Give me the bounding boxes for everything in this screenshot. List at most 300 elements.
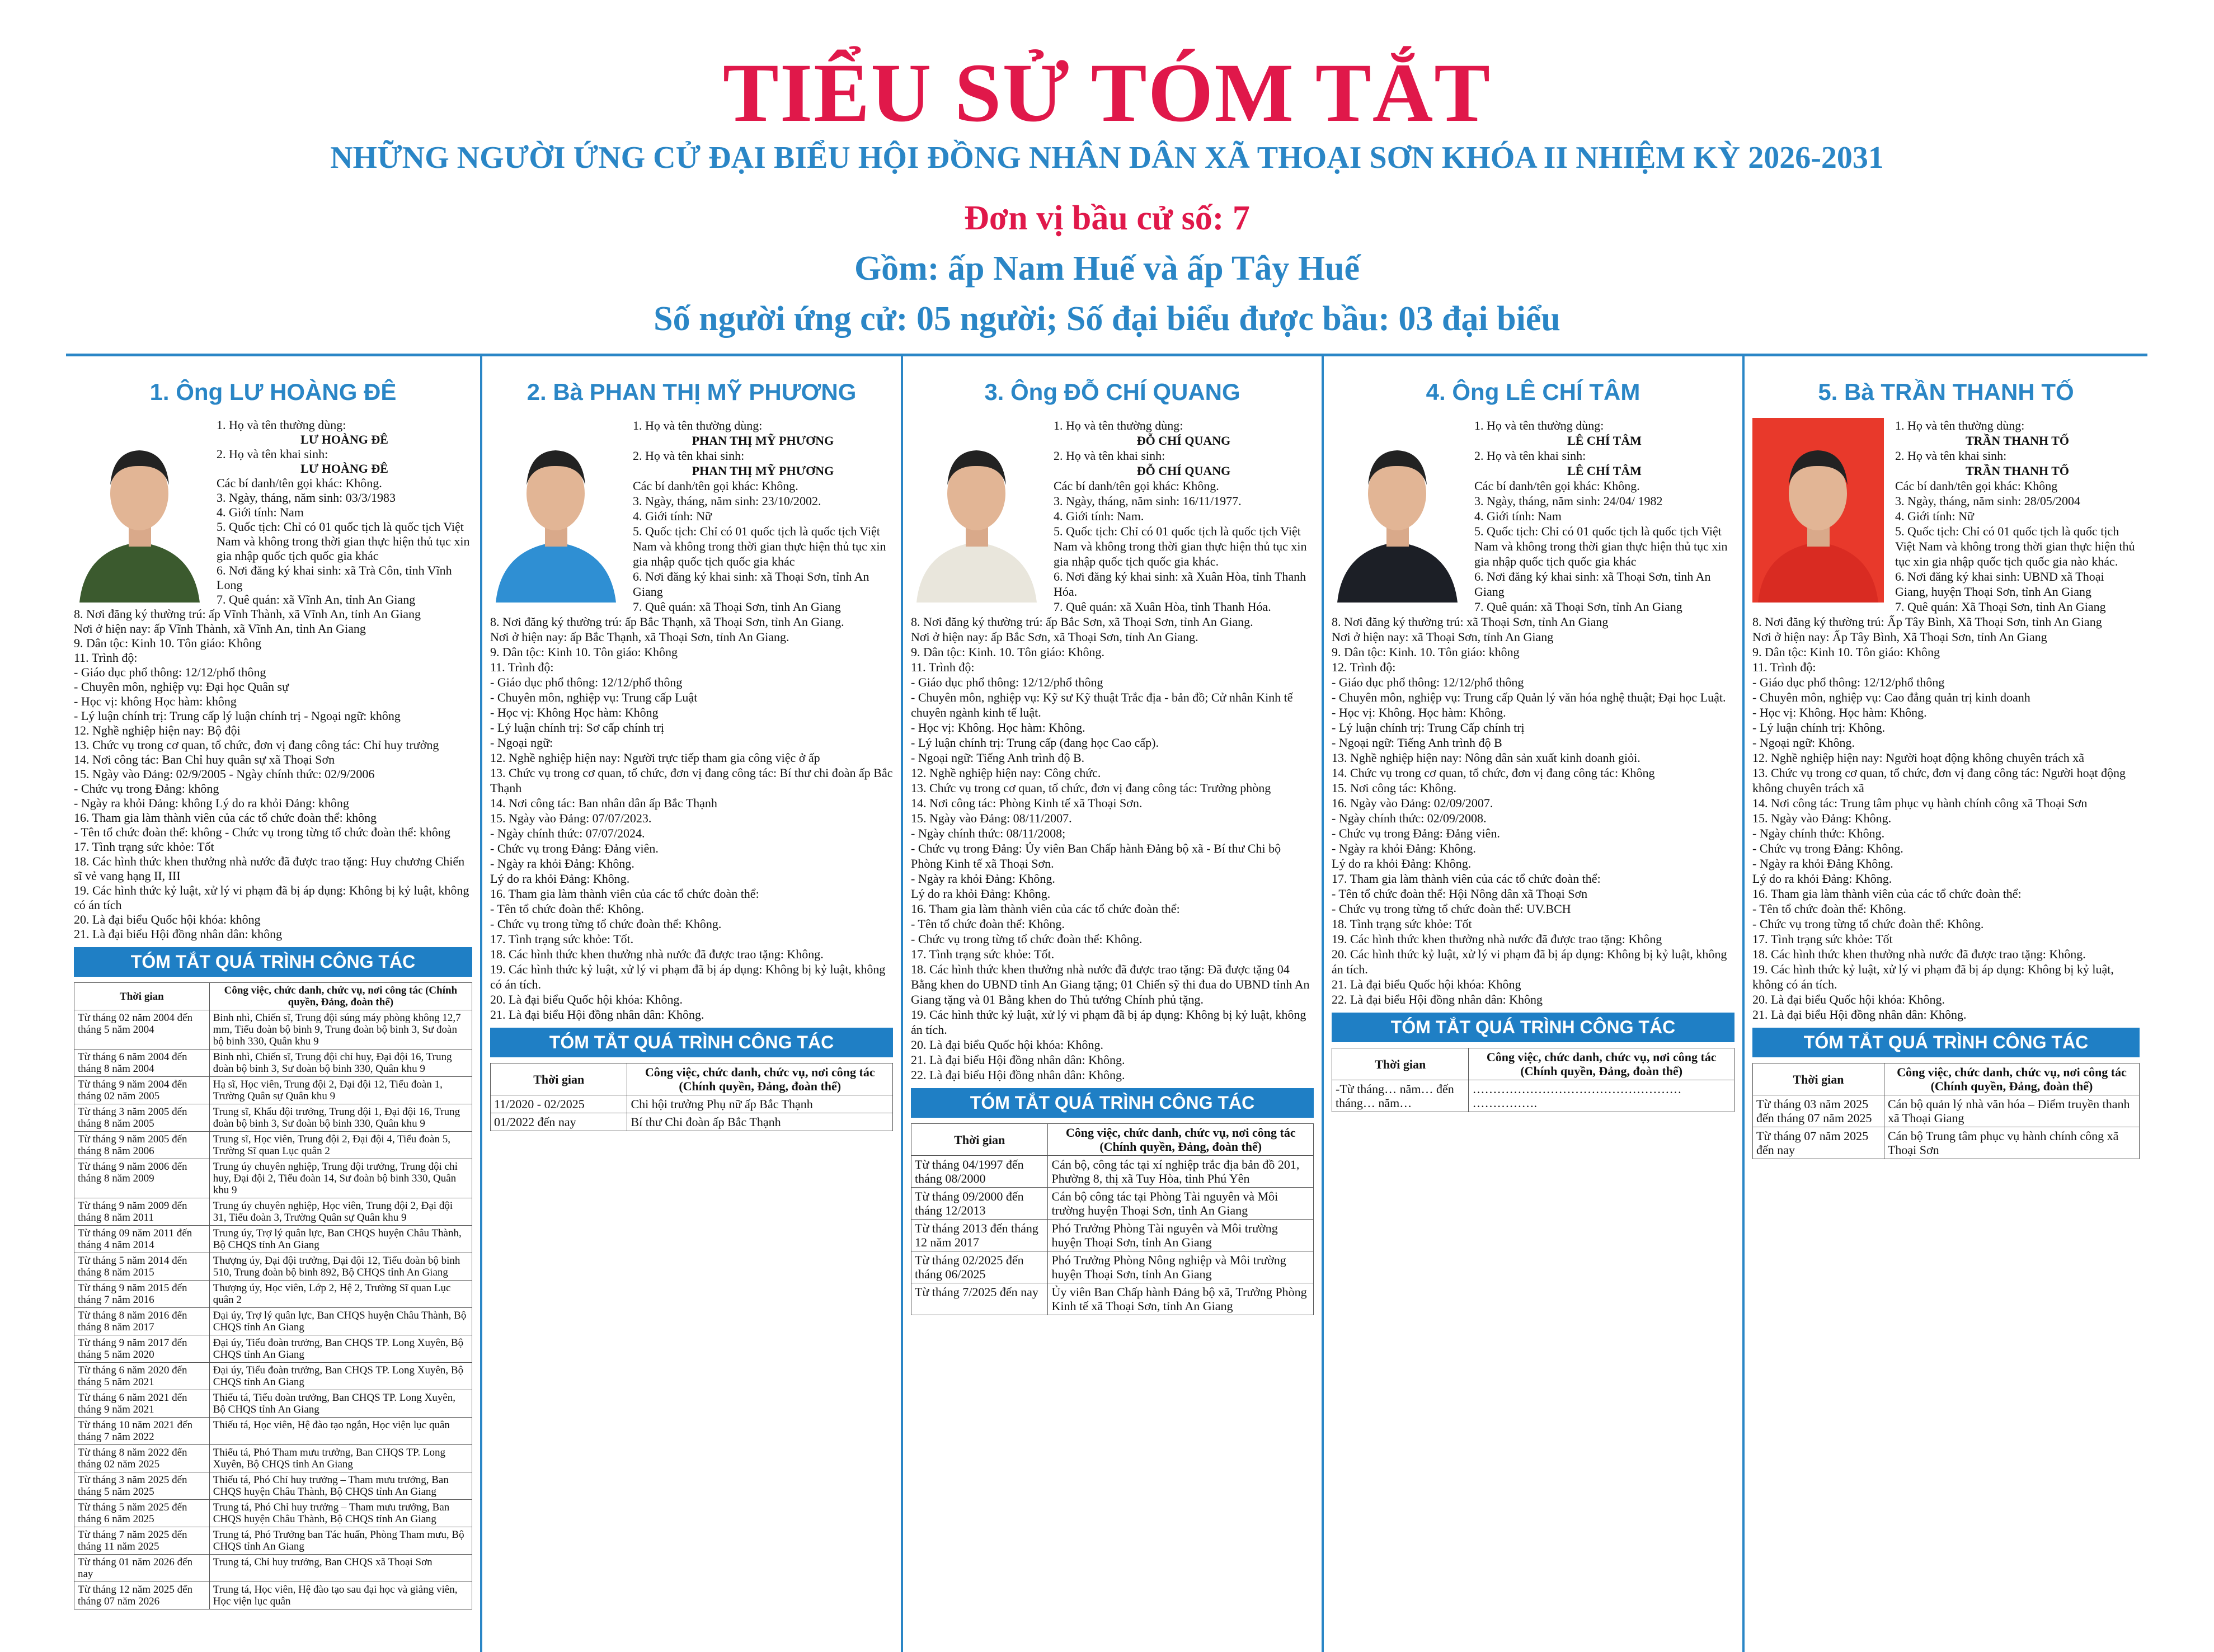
job-cell: …………………………………………… ……………. (1469, 1080, 1734, 1112)
table-header-row (911, 1124, 1314, 1156)
bio-line: - Học vị: Không Học hàm: Không (490, 705, 659, 719)
bio-line: - Chức vụ trong Đảng: Đảng viên. (490, 841, 659, 855)
table-row (74, 1335, 472, 1363)
column-header-time: Thời gian (1753, 1063, 1884, 1095)
job-cell: Trung úy chuyên nghiệp, Trung đội trưởng, Trung đội chỉ huy, Đại đội 2, Tiểu đoàn 14, Sư đoàn bộ binh 330, Quân khu 9 (209, 1159, 472, 1198)
bio-line: - Giáo dục phổ thông: 12/12/phổ thông (1752, 675, 1945, 689)
time-cell: Từ tháng 10 năm 2021 đến tháng 7 năm 2022 (74, 1418, 210, 1445)
bio-line: Các bí danh/tên gọi khác: Không. (1054, 479, 1219, 493)
table-row (74, 1445, 472, 1472)
table-header-row (74, 983, 472, 1010)
bio-line: 6. Nơi đăng ký khai sinh: xã Thoại Sơn, tỉnh An Giang (1474, 570, 1711, 599)
job-cell: Bí thư Chi đoàn ấp Bắc Thạnh (627, 1113, 893, 1131)
table-row (1332, 1080, 1734, 1112)
time-cell: Từ tháng 09/2000 đến tháng 12/2013 (911, 1188, 1048, 1220)
table-row (74, 1226, 472, 1253)
column-header-time: Thời gian (74, 983, 210, 1010)
bio-line: 1. Họ và tên thường dùng: (217, 418, 346, 432)
bio-line: - Tên tổ chức đoàn thể: không - Chức vụ trong từng tổ chức đoàn thể: không (74, 825, 450, 839)
table-row (74, 1077, 472, 1104)
bio-line: - Tên tổ chức đoàn thể: Không. (911, 917, 1065, 931)
bio-line: 4. Giới tính: Nữ (1895, 509, 1974, 523)
job-cell: Trung tá, Học viên, Hệ đào tạo sau đại học và giảng viên, Học viện lục quân (209, 1582, 472, 1609)
bio-line: - Chuyên môn, nghiệp vụ: Đại học Quân sự (74, 680, 289, 694)
bio-line: 3. Ngày, tháng, năm sinh: 03/3/1983 (217, 491, 396, 505)
table-row (491, 1113, 893, 1131)
bio-line: 2. Họ và tên khai sinh: (633, 449, 745, 463)
bio-line: 2. Họ và tên khai sinh: (1895, 449, 2007, 463)
bio-line: 15. Ngày vào Đảng: 07/07/2023. (490, 811, 652, 825)
table-row (74, 1472, 472, 1500)
bio-line: LƯ HOÀNG ĐÊ (300, 432, 388, 446)
bio-line: Nơi ở hiện nay: xã Thoại Sơn, tỉnh An Giang (1332, 630, 1554, 644)
bio-line: 20. Các hình thức kỷ luật, xử lý vi phạm đã bị áp dụng: Không bị kỷ luật, không án tích. (1332, 947, 1727, 976)
bio-line: 1. Họ và tên thường dùng: (1054, 418, 1183, 432)
job-cell: Thượng úy, Học viên, Lớp 2, Hệ 2, Trường Sĩ quan Lục quân 2 (209, 1281, 472, 1308)
job-cell: Cán bộ công tác tại Phòng Tài nguyên và Môi trường huyện Thoại Sơn, tỉnh An Giang (1048, 1188, 1314, 1220)
bio-line: 15. Ngày vào Đảng: 08/11/2007. (911, 811, 1072, 825)
bio-line: 11. Trình độ: (1752, 660, 1816, 674)
bio-line: PHAN THỊ MỸ PHƯƠNG (692, 464, 834, 478)
candidate-column (482, 356, 901, 1652)
job-cell: Trung tá, Phó Chỉ huy trưởng – Tham mưu trưởng, Ban CHQS huyện Châu Thành, Bộ CHQS tỉnh An Giang (209, 1500, 472, 1527)
bio-line: 18. Các hình thức khen thưởng nhà nước đã được trao tặng: Không. (490, 947, 824, 961)
table-row (74, 1010, 472, 1049)
job-cell: Phó Trưởng Phòng Tài nguyên và Môi trường huyện Thoại Sơn, tỉnh An Giang (1048, 1220, 1314, 1251)
bio-line: - Ngày ra khỏi Đảng Không. (1752, 856, 1893, 870)
column-header-time: Thời gian (1332, 1048, 1469, 1080)
time-cell: Từ tháng 6 năm 2020 đến tháng 5 năm 2021 (74, 1363, 210, 1390)
column-header-job: Công việc, chức danh, chức vụ, nơi công tác (Chính quyền, Đảng, đoàn thể) (1469, 1048, 1734, 1080)
work-history-title: TÓM TẮT QUÁ TRÌNH CÔNG TÁC (1752, 1028, 2140, 1057)
bio-line: - Giáo dục phổ thông: 12/12/phổ thông (490, 675, 683, 689)
bio-line: 13. Chức vụ trong cơ quan, tổ chức, đơn vị đang công tác: Người hoạt động không chuyên trách xã (1752, 766, 2126, 795)
bio-line: 14. Nơi công tác: Trung tâm phục vụ hành chính công xã Thoại Sơn (1752, 796, 2088, 810)
bio-line: Nơi ở hiện nay: Ấp Tây Bình, Xã Thoại Sơn, tỉnh An Giang (1752, 630, 2047, 644)
table-header-row (1332, 1048, 1734, 1080)
table-row (74, 1390, 472, 1418)
job-cell: Hạ sĩ, Học viên, Trung đội 2, Đại đội 12, Tiểu đoàn 1, Trường Quân sự Quân khu 9 (209, 1077, 472, 1104)
table-header-row (491, 1063, 893, 1095)
work-history-title: TÓM TẮT QUÁ TRÌNH CÔNG TÁC (74, 947, 472, 977)
bio-line: 1. Họ và tên thường dùng: (1895, 418, 2025, 432)
bio-line: 19. Các hình thức kỷ luật, xử lý vi phạm đã bị áp dụng: Không bị kỷ luật, không có án tích. (1752, 962, 2114, 991)
bio-line: 16. Tham gia làm thành viên của các tổ chức đoàn thể: không (74, 811, 377, 825)
column-header-job: Công việc, chức danh, chức vụ, nơi công tác (Chính quyền, Đảng, đoàn thể) (1884, 1063, 2139, 1095)
job-cell: Cán bộ quản lý nhà văn hóa – Điểm truyền thanh xã Thoại Giang (1884, 1095, 2139, 1127)
candidate-column (1745, 356, 2147, 1652)
bio-line: 3. Ngày, tháng, năm sinh: 24/04/ 1982 (1474, 494, 1663, 508)
candidate-name: 5. Bà TRẦN THANH TỐ (1818, 379, 2074, 405)
bio-line: 7. Quê quán: xã Xuân Hòa, tỉnh Thanh Hóa. (1054, 600, 1271, 614)
bio-line: 2. Họ và tên khai sinh: (1054, 449, 1165, 463)
bio-line: 5. Quốc tịch: Chỉ có 01 quốc tịch là quốc tịch Việt Nam và không trong thời gian thực hiện thủ tục xin gia nhập quốc tịch quốc gia khác (217, 520, 470, 563)
bio-line: 20. Là đại biểu Quốc hội khóa: không (74, 912, 261, 926)
bio-line: 9. Dân tộc: Kinh 10. Tôn giáo: Không (1752, 645, 1940, 659)
job-cell: Thượng úy, Đại đội trưởng, Đại đội 12, Tiểu đoàn bộ binh 510, Trung đoàn bộ binh 892, Bộ CHQS tỉnh An Giang (209, 1253, 472, 1281)
candidate-column (903, 356, 1322, 1652)
bio-line: - Học vị: không Học hàm: không (74, 694, 237, 708)
bio-line: - Lý luận chính trị: Không. (1752, 721, 1886, 735)
page-subtitle: NHỮNG NGƯỜI ỨNG CỬ ĐẠI BIỂU HỘI ĐỒNG NHÂN DÂN XÃ THOẠI SƠN KHÓA II NHIỆM KỲ 2026-2031 (330, 140, 1884, 175)
bio-line: - Chức vụ trong từng tổ chức đoàn thể: UV.BCH (1332, 902, 1571, 916)
bio-line: - Tên tổ chức đoàn thể: Không. (490, 902, 644, 916)
bio-line: 18. Các hình thức khen thưởng nhà nước đã được trao tặng: Không. (1752, 947, 2086, 961)
bio-line: Nơi ở hiện nay: ấp Bắc Thạnh, xã Thoại Sơn, tỉnh An Giang. (490, 630, 789, 644)
job-cell: Trung úy chuyên nghiệp, Học viên, Trung đội 2, Đại đội 31, Tiểu đoàn 3, Trường Quân sự Quân khu 9 (209, 1198, 472, 1226)
bio-line: 13. Chức vụ trong cơ quan, tổ chức, đơn vị đang công tác: Bí thư chi đoàn ấp Bắc Thạnh (490, 766, 893, 795)
bio-line: - Ngày chính thức: 07/07/2024. (490, 826, 645, 840)
bio-line: 4. Giới tính: Nam (1474, 509, 1562, 523)
bio-line: TRẦN THANH TỐ (1965, 464, 2069, 478)
bio-line: 4. Giới tính: Nam (217, 505, 304, 519)
bio-line: 22. Là đại biểu Hội đồng nhân dân: Không (1332, 992, 1543, 1006)
work-history-title: TÓM TẮT QUÁ TRÌNH CÔNG TÁC (490, 1028, 893, 1057)
bio-line: 22. Là đại biểu Hội đồng nhân dân: Không. (911, 1068, 1125, 1082)
bio-line: 13. Chức vụ trong cơ quan, tổ chức, đơn vị đang công tác: Chỉ huy trưởng (74, 738, 439, 752)
bio-line: - Ngày ra khỏi Đảng: Không. (490, 856, 634, 870)
bio-line: - Ngày ra khỏi Đảng: Không. (911, 872, 1055, 886)
bio-line: 9. Dân tộc: Kinh. 10. Tôn giáo: không (1332, 645, 1520, 659)
bio-line: 17. Tình trạng sức khỏe: Tốt (74, 840, 214, 854)
table-row (74, 1500, 472, 1527)
candidate-name: 1. Ông LƯ HOÀNG ĐÊ (149, 379, 397, 405)
bio-line: Các bí danh/tên gọi khác: Không. (633, 479, 798, 493)
bio-line: Các bí danh/tên gọi khác: Không. (1474, 479, 1640, 493)
table-header-row (1753, 1063, 2140, 1095)
bio-line: 5. Quốc tịch: Chỉ có 01 quốc tịch là quốc tịch Việt Nam và không trong thời gian thực hiện thủ tục xin gia nhập quốc tịch quốc gia khác (1474, 524, 1728, 568)
bio-line: - Ngày ra khỏi Đảng: không Lý do ra khỏi Đảng: không (74, 796, 349, 810)
time-cell: Từ tháng 9 năm 2015 đến tháng 7 năm 2016 (74, 1281, 210, 1308)
bio-line: 3. Ngày, tháng, năm sinh: 16/11/1977. (1054, 494, 1242, 508)
bio-line: 4. Giới tính: Nữ (633, 509, 712, 523)
bio-line: 6. Nơi đăng ký khai sinh: xã Thoại Sơn, tỉnh An Giang (633, 570, 869, 599)
bio-line: - Ngày ra khỏi Đảng: Không. (1332, 841, 1476, 855)
bio-line: - Học vị: Không. Học hàm: Không. (1752, 705, 1927, 719)
table-row (74, 1132, 472, 1159)
candidate-counts: Số người ứng cử: 05 người; Số đại biểu được bầu: 03 đại biểu (654, 300, 1560, 338)
bio-line: - Ngày chính thức: 02/09/2008. (1332, 811, 1487, 825)
job-cell: Ủy viên Ban Chấp hành Đảng bộ xã, Trưởng Phòng Kinh tế xã Thoại Sơn, tỉnh An Giang (1048, 1283, 1314, 1315)
bio-line: 5. Quốc tịch: Chỉ có 01 quốc tịch là quốc tịch Việt Nam và không trong thời gian thực hiện thủ tục xin gia nhập quốc tịch quốc gia nào khác. (1895, 524, 2135, 568)
candidate-column (66, 356, 480, 1652)
election-unit: Đơn vị bầu cử số: 7 (964, 199, 1250, 237)
time-cell: Từ tháng 04/1997 đến tháng 08/2000 (911, 1156, 1048, 1188)
bio-line: 16. Tham gia làm thành viên của các tổ chức đoàn thể: (490, 887, 759, 901)
bio-line: 12. Nghề nghiệp hiện nay: Bộ đội (74, 723, 241, 737)
bio-line: 7. Quê quán: Xã Thoại Sơn, tỉnh An Giang (1895, 600, 2106, 614)
bio-line: 18. Các hình thức khen thưởng nhà nước đã được trao tặng: Đã được tặng 04 Bằng khen do UBND tỉnh An Giang tặng; 01 Chiến sỹ thi đua do UBND tỉnh An Giang tặng và 01 Bằng khen do Thủ tướng Chính phủ tặng. (911, 962, 1310, 1006)
bio-line: - Chuyên môn, nghiệp vụ: Cao đẳng quản trị kinh doanh (1752, 690, 2030, 704)
bio-line: 11. Trình độ: (74, 651, 138, 665)
bio-line: - Học vị: Không. Học hàm: Không. (911, 721, 1085, 735)
candidate-photo (74, 418, 205, 603)
bio-line: 6. Nơi đăng ký khai sinh: xã Xuân Hòa, tỉnh Thanh Hóa. (1054, 570, 1306, 599)
bio-line: 14. Nơi công tác: Ban Chỉ huy quân sự xã Thoại Sơn (74, 752, 335, 766)
bio-line: - Chức vụ trong từng tổ chức đoàn thể: Không. (1752, 917, 1984, 931)
job-cell: Đại úy, Tiểu đoàn trưởng, Ban CHQS TP. Long Xuyên, Bộ CHQS tỉnh An Giang (209, 1335, 472, 1363)
bio-line: 19. Các hình thức kỷ luật, xử lý vi phạm đã bị áp dụng: Không bị kỷ luật, không có án tích (74, 883, 469, 912)
time-cell: Từ tháng 7 năm 2025 đến tháng 11 năm 2025 (74, 1527, 210, 1555)
job-cell: Trung sĩ, Khẩu đội trưởng, Trung đội 1, Đại đội 16, Trung đoàn bộ binh 3, Sư đoàn bộ binh 330, Quân khu 9 (209, 1104, 472, 1132)
work-history-title: TÓM TẮT QUÁ TRÌNH CÔNG TÁC (1332, 1013, 1734, 1042)
bio-line: 6. Nơi đăng ký khai sinh: UBND xã Thoại Giang, huyện Thoại Sơn, tỉnh An Giang (1895, 570, 2104, 599)
bio-line: 19. Các hình thức kỷ luật, xử lý vi phạm đã bị áp dụng: Không bị kỷ luật, không án tích. (911, 1008, 1306, 1037)
bio-line: 14. Chức vụ trong cơ quan, tổ chức, đơn vị đang công tác: Không (1332, 766, 1655, 780)
time-cell: Từ tháng 02 năm 2004 đến tháng 5 năm 2004 (74, 1010, 210, 1049)
bio-line: - Chuyên môn, nghiệp vụ: Trung cấp Quản lý văn hóa nghệ thuật; Đại học Luật. (1332, 690, 1726, 704)
candidate-bio (74, 418, 472, 942)
election-area: Gồm: ấp Nam Huế và ấp Tây Huế (854, 250, 1360, 288)
table-row (1753, 1127, 2140, 1159)
time-cell: Từ tháng 9 năm 2009 đến tháng 8 năm 2011 (74, 1198, 210, 1226)
bio-line: 9. Dân tộc: Kinh 10. Tôn giáo: Không (74, 636, 262, 650)
candidate-name: 2. Bà PHAN THỊ MỸ PHƯƠNG (527, 379, 857, 405)
bio-line: 20. Là đại biểu Quốc hội khóa: Không. (1752, 992, 1945, 1006)
bio-line: - Lý luận chính trị: Trung cấp (đang học Cao cấp). (911, 736, 1159, 750)
bio-line: 14. Nơi công tác: Phòng Kinh tế xã Thoại Sơn. (911, 796, 1143, 810)
candidate-bio (1752, 418, 2140, 1022)
bio-line: 21. Là đại biểu Hội đồng nhân dân: Không. (911, 1053, 1125, 1067)
job-cell: Thiếu tá, Phó Chỉ huy trưởng – Tham mưu trưởng, Ban CHQS huyện Châu Thành, Bộ CHQS tỉnh An Giang (209, 1472, 472, 1500)
bio-line: Lý do ra khỏi Đảng: Không. (1752, 872, 1892, 886)
bio-line: - Chức vụ trong từng tổ chức đoàn thể: Không. (490, 917, 722, 931)
time-cell: -Từ tháng… năm… đến tháng… năm… (1332, 1080, 1469, 1112)
bio-line: 11. Trình độ: (490, 660, 554, 674)
time-cell: Từ tháng 9 năm 2017 đến tháng 5 năm 2020 (74, 1335, 210, 1363)
table-row (74, 1308, 472, 1335)
table-row (911, 1220, 1314, 1251)
bio-line: 3. Ngày, tháng, năm sinh: 28/05/2004 (1895, 494, 2080, 508)
bio-line: 21. Là đại biểu Hội đồng nhân dân: Không. (1752, 1008, 1967, 1022)
bio-line: - Lý luận chính trị: Trung Cấp chính trị (1332, 721, 1525, 735)
bio-line: - Chức vụ trong Đảng: Đảng viên. (1332, 826, 1500, 840)
bio-line: 15. Ngày vào Đảng: Không. (1752, 811, 1892, 825)
job-cell: Thiếu tá, Tiểu đoàn trưởng, Ban CHQS TP. Long Xuyên, Bộ CHQS tỉnh An Giang (209, 1390, 472, 1418)
bio-line: Nơi ở hiện nay: ấp Bắc Sơn, xã Thoại Sơn, tỉnh An Giang. (911, 630, 1198, 644)
bio-line: Lý do ra khỏi Đảng: Không. (1332, 856, 1472, 870)
table-row (74, 1582, 472, 1609)
bio-line: - Ngày chính thức: Không. (1752, 826, 1885, 840)
time-cell: Từ tháng 9 năm 2004 đến tháng 02 năm 2005 (74, 1077, 210, 1104)
bio-line: 6. Nơi đăng ký khai sinh: xã Trà Côn, tỉnh Vĩnh Long (217, 563, 452, 592)
table-row (74, 1049, 472, 1077)
time-cell: Từ tháng 07 năm 2025 đến nay (1753, 1127, 1884, 1159)
bio-line: - Chức vụ trong Đảng: không (74, 782, 219, 796)
bio-line: - Chức vụ trong từng tổ chức đoàn thể: Không. (911, 932, 1143, 946)
table-row (911, 1251, 1314, 1283)
bio-line: - Chuyên môn, nghiệp vụ: Kỹ sư Kỹ thuật Trắc địa - bản đồ; Cử nhân Kinh tế chuyên ngành kinh tế luật. (911, 690, 1293, 719)
job-cell: Đại úy, Trợ lý quân lực, Ban CHQS huyện Châu Thành, Bộ CHQS tỉnh An Giang (209, 1308, 472, 1335)
bio-line: 1. Họ và tên thường dùng: (633, 418, 763, 432)
bio-line: 7. Quê quán: xã Vĩnh An, tỉnh An Giang (217, 592, 416, 606)
time-cell: Từ tháng 02/2025 đến tháng 06/2025 (911, 1251, 1048, 1283)
job-cell: Phó Trưởng Phòng Nông nghiệp và Môi trường huyện Thoại Sơn, tỉnh An Giang (1048, 1251, 1314, 1283)
bio-line: - Ngoại ngữ: Tiếng Anh trình độ B. (911, 751, 1085, 765)
time-cell: Từ tháng 12 năm 2025 đến tháng 07 năm 2026 (74, 1582, 210, 1609)
bio-line: - Chức vụ trong Đảng: Không. (1752, 841, 1903, 855)
bio-line: 21. Là đại biểu Quốc hội khóa: Không (1332, 977, 1521, 991)
job-cell: Binh nhì, Chiến sĩ, Trung đội súng máy phòng không 12,7 mm, Tiểu đoàn bộ binh 9, Trung đoàn bộ binh 3, Sư đoàn bộ binh 330, Quân khu 9 (209, 1010, 472, 1049)
page-title: TIỂU SỬ TÓM TẮT (722, 46, 1492, 139)
bio-line: 8. Nơi đăng ký thường trú: ấp Bắc Sơn, xã Thoại Sơn, tỉnh An Giang. (911, 615, 1253, 629)
candidate-bio (911, 418, 1314, 1082)
bio-line: - Ngoại ngữ: (490, 736, 553, 750)
time-cell: Từ tháng 8 năm 2016 đến tháng 8 năm 2017 (74, 1308, 210, 1335)
work-history-table (74, 982, 472, 1609)
bio-line: 18. Tình trạng sức khỏe: Tốt (1332, 917, 1472, 931)
candidate-photo (1752, 418, 1884, 603)
bio-line: - Ngoại ngữ: Tiếng Anh trình độ B (1332, 736, 1502, 750)
bio-line: 1. Họ và tên thường dùng: (1474, 418, 1604, 432)
bio-line: 21. Là đại biểu Hội đồng nhân dân: Không. (490, 1008, 704, 1022)
column-header-job: Công việc, chức danh, chức vụ, nơi công tác (Chính quyền, Đảng, đoàn thể) (627, 1063, 893, 1095)
bio-line: Lý do ra khỏi Đảng: Không. (911, 887, 1051, 901)
bio-line: - Tên tổ chức đoàn thể: Hội Nông dân xã Thoại Sơn (1332, 887, 1588, 901)
bio-line: 17. Tham gia làm thành viên của các tổ chức đoàn thể: (1332, 872, 1601, 886)
bio-line: 16. Tham gia làm thành viên của các tổ chức đoàn thể: (1752, 887, 2022, 901)
bio-line: PHAN THỊ MỸ PHƯƠNG (692, 434, 834, 448)
column-header-job: Công việc, chức danh, chức vụ, nơi công tác (Chính quyền, Đảng, đoàn thể) (209, 983, 472, 1010)
bio-line: 12. Nghề nghiệp hiện nay: Người trực tiếp tham gia công việc ở ấp (490, 751, 820, 765)
time-cell: Từ tháng 8 năm 2022 đến tháng 02 năm 2025 (74, 1445, 210, 1472)
job-cell: Trung sĩ, Học viên, Trung đội 2, Đại đội 4, Tiểu đoàn 5, Trường Sĩ quan Lục quân 2 (209, 1132, 472, 1159)
bio-line: LÊ CHÍ TÂM (1567, 434, 1642, 448)
bio-line: 7. Quê quán: xã Thoại Sơn, tỉnh An Giang (1474, 600, 1682, 614)
table-row (911, 1188, 1314, 1220)
candidate-bio (1332, 418, 1734, 1007)
job-cell: Binh nhì, Chiến sĩ, Trung đội chỉ huy, Đại đội 16, Trung đoàn bộ binh 3, Sư đoàn bộ binh 330, Quân khu 9 (209, 1049, 472, 1077)
bio-line: 2. Họ và tên khai sinh: (217, 447, 328, 461)
bio-line: Các bí danh/tên gọi khác: Không. (217, 476, 382, 490)
bio-line: 18. Các hình thức khen thưởng nhà nước đã được trao tặng: Huy chương Chiến sĩ vẻ vang hạng II, III (74, 854, 465, 883)
bio-line: 8. Nơi đăng ký thường trú: Ấp Tây Bình, Xã Thoại Sơn, tỉnh An Giang (1752, 615, 2102, 629)
bio-line: - Ngoại ngữ: Không. (1752, 736, 1855, 750)
time-cell: 01/2022 đến nay (491, 1113, 627, 1131)
bio-line: TRẦN THANH TỐ (1965, 434, 2069, 448)
table-row (74, 1198, 472, 1226)
bio-line: 4. Giới tính: Nam. (1054, 509, 1144, 523)
time-cell: Từ tháng 7/2025 đến nay (911, 1283, 1048, 1315)
candidate-photo (1332, 418, 1463, 603)
bio-line: Lý do ra khỏi Đảng: Không. (490, 872, 630, 886)
bio-line: 2. Họ và tên khai sinh: (1474, 449, 1586, 463)
time-cell: Từ tháng 03 năm 2025 đến tháng 07 năm 2025 (1753, 1095, 1884, 1127)
bio-line: 8. Nơi đăng ký thường trú: ấp Vĩnh Thành, xã Vĩnh An, tỉnh An Giang (74, 607, 421, 621)
table-row (74, 1527, 472, 1555)
candidate-photo (490, 418, 622, 603)
bio-line: - Giáo dục phổ thông: 12/12/phổ thông (911, 675, 1103, 689)
time-cell: 11/2020 - 02/2025 (491, 1095, 627, 1113)
table-row (74, 1555, 472, 1582)
bio-line: 9. Dân tộc: Kinh. 10. Tôn giáo: Không. (911, 645, 1105, 659)
job-cell: Trung tá, Chỉ huy trưởng, Ban CHQS xã Thoại Sơn (209, 1555, 472, 1582)
time-cell: Từ tháng 9 năm 2005 đến tháng 8 năm 2006 (74, 1132, 210, 1159)
bio-line: - Tên tổ chức đoàn thể: Không. (1752, 902, 1906, 916)
bio-line: Các bí danh/tên gọi khác: Không (1895, 479, 2058, 493)
bio-line: 15. Nơi công tác: Không. (1332, 781, 1457, 795)
table-row (74, 1159, 472, 1198)
job-cell: Đại úy, Tiểu đoàn trưởng, Ban CHQS TP. Long Xuyên, Bộ CHQS tỉnh An Giang (209, 1363, 472, 1390)
job-cell: Cán bộ Trung tâm phục vụ hành chính công xã Thoại Sơn (1884, 1127, 2139, 1159)
time-cell: Từ tháng 01 năm 2026 đến nay (74, 1555, 210, 1582)
bio-line: 16. Ngày vào Đảng: 02/09/2007. (1332, 796, 1493, 810)
work-history-table (911, 1123, 1314, 1315)
bio-line: 12. Nghề nghiệp hiện nay: Công chức. (911, 766, 1101, 780)
time-cell: Từ tháng 3 năm 2005 đến tháng 8 năm 2005 (74, 1104, 210, 1132)
bio-line: - Chức vụ trong Đảng: Ủy viên Ban Chấp hành Đảng bộ xã - Bí thư Chi bộ Phòng Kinh tế xã Thoại Sơn. (911, 841, 1281, 870)
candidate-bio (490, 418, 893, 1022)
bio-line: Nơi ở hiện nay: ấp Vĩnh Thành, xã Vĩnh An, tỉnh An Giang (74, 622, 366, 636)
work-history-table (1332, 1048, 1734, 1112)
bio-line: 19. Các hình thức kỷ luật, xử lý vi phạm đã bị áp dụng: Không bị kỷ luật, không có án tích. (490, 962, 886, 991)
bio-line: 16. Tham gia làm thành viên của các tổ chức đoàn thể: (911, 902, 1180, 916)
column-header-time: Thời gian (491, 1063, 627, 1095)
bio-line: 5. Quốc tịch: Chỉ có 01 quốc tịch là quốc tịch Việt Nam và không trong thời gian thực hiện thủ tục xin gia nhập quốc tịch quốc gia khác. (1054, 524, 1307, 568)
bio-line: 17. Tình trạng sức khỏe: Tốt. (911, 947, 1055, 961)
table-row (74, 1363, 472, 1390)
bio-line: 8. Nơi đăng ký thường trú: ấp Bắc Thạnh, xã Thoại Sơn, tỉnh An Giang. (490, 615, 844, 629)
bio-line: 11. Trình độ: (911, 660, 975, 674)
bio-line: 9. Dân tộc: Kinh 10. Tôn giáo: Không (490, 645, 678, 659)
bio-line: 8. Nơi đăng ký thường trú: xã Thoại Sơn, tỉnh An Giang (1332, 615, 1609, 629)
job-cell: Cán bộ, công tác tại xí nghiệp trắc địa bản đồ 201, Phường 8, thị xã Tuy Hòa, tỉnh Phú Yên (1048, 1156, 1314, 1188)
bio-line: 15. Ngày vào Đảng: 02/9/2005 - Ngày chính thức: 02/9/2006 (74, 767, 375, 781)
work-history-table (490, 1063, 893, 1131)
time-cell: Từ tháng 09 năm 2011 đến tháng 4 năm 2014 (74, 1226, 210, 1253)
time-cell: Từ tháng 3 năm 2025 đến tháng 5 năm 2025 (74, 1472, 210, 1500)
candidate-photo (911, 418, 1042, 603)
bio-line: 20. Là đại biểu Quốc hội khóa: Không. (911, 1038, 1103, 1052)
bio-line: 13. Nghề nghiệp hiện nay: Nông dân sản xuất kinh doanh giỏi. (1332, 751, 1640, 765)
bio-line: 12. Nghề nghiệp hiện nay: Người hoạt động không chuyên trách xã (1752, 751, 2084, 765)
bio-line: ĐỖ CHÍ QUANG (1136, 464, 1231, 478)
job-cell: Trung úy, Trợ lý quân lực, Ban CHQS huyện Châu Thành, Bộ CHQS tỉnh An Giang (209, 1226, 472, 1253)
table-row (74, 1418, 472, 1445)
bio-line: 12. Trình độ: (1332, 660, 1396, 674)
bio-line: 5. Quốc tịch: Chỉ có 01 quốc tịch là quốc tịch Việt Nam và không trong thời gian thực hiện thủ tục xin gia nhập quốc tịch quốc gia khác (633, 524, 886, 568)
job-cell: Thiếu tá, Phó Tham mưu trưởng, Ban CHQS TP. Long Xuyên, Bộ CHQS tỉnh An Giang (209, 1445, 472, 1472)
bio-line: ĐỖ CHÍ QUANG (1136, 434, 1231, 448)
candidate-name: 4. Ông LÊ CHÍ TÂM (1426, 379, 1640, 405)
table-row (491, 1095, 893, 1113)
table-row (74, 1281, 472, 1308)
table-row (74, 1253, 472, 1281)
work-history-table (1752, 1063, 2140, 1159)
column-header-job: Công việc, chức danh, chức vụ, nơi công tác (Chính quyền, Đảng, đoàn thể) (1048, 1124, 1314, 1156)
bio-line: - Giáo dục phổ thông: 12/12/phổ thông (1332, 675, 1524, 689)
bio-line: 21. Là đại biểu Hội đồng nhân dân: không (74, 927, 283, 941)
bio-line: 3. Ngày, tháng, năm sinh: 23/10/2002. (633, 494, 821, 508)
table-row (1753, 1095, 2140, 1127)
candidate-name: 3. Ông ĐỖ CHÍ QUANG (984, 379, 1240, 405)
time-cell: Từ tháng 6 năm 2021 đến tháng 9 năm 2021 (74, 1390, 210, 1418)
time-cell: Từ tháng 6 năm 2004 đến tháng 8 năm 2004 (74, 1049, 210, 1077)
bio-line: LƯ HOÀNG ĐÊ (300, 462, 388, 476)
bio-line: - Lý luận chính trị: Sơ cấp chính trị (490, 721, 665, 735)
bio-line: 17. Tình trạng sức khỏe: Tốt (1752, 932, 1893, 946)
bio-line: - Giáo dục phổ thông: 12/12/phổ thông (74, 665, 266, 679)
table-row (74, 1104, 472, 1132)
job-cell: Thiếu tá, Học viên, Hệ đào tạo ngắn, Học viện lục quân (209, 1418, 472, 1445)
candidate-column (1324, 356, 1742, 1652)
bio-line: 13. Chức vụ trong cơ quan, tổ chức, đơn vị đang công tác: Trưởng phòng (911, 781, 1271, 795)
bio-line: LÊ CHÍ TÂM (1567, 464, 1642, 478)
time-cell: Từ tháng 9 năm 2006 đến tháng 8 năm 2009 (74, 1159, 210, 1198)
bio-line: 20. Là đại biểu Quốc hội khóa: Không. (490, 992, 683, 1006)
bio-line: 14. Nơi công tác: Ban nhân dân ấp Bắc Thạnh (490, 796, 717, 810)
job-cell: Chi hội trưởng Phụ nữ ấp Bắc Thạnh (627, 1095, 893, 1113)
